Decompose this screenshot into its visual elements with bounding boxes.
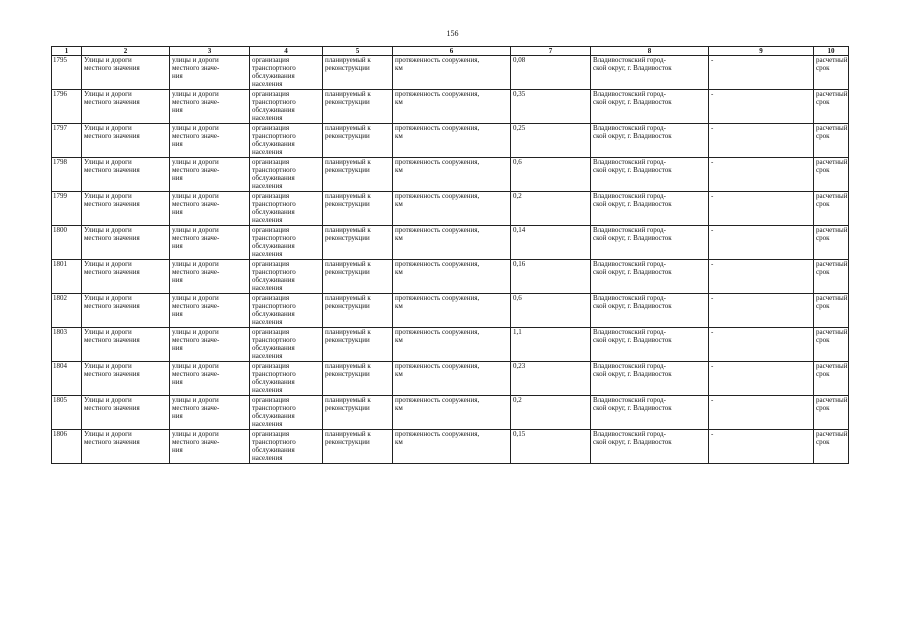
cell-purpose: организация транспортного обслуживания населения — [250, 362, 323, 396]
cell-row-number: 1806 — [52, 430, 82, 464]
column-header: 9 — [709, 47, 814, 56]
cell-status: планируемый к реконструкции — [323, 158, 393, 192]
cell-object-kind: улицы и дороги местного значе- ния — [170, 328, 250, 362]
cell-value: 0,14 — [511, 226, 591, 260]
cell-object-kind: улицы и дороги местного значе- ния — [170, 90, 250, 124]
cell-zone: - — [709, 90, 814, 124]
cell-purpose: организация транспортного обслуживания населения — [250, 430, 323, 464]
cell-location: Владивостокский город- ской округ, г. Владивосток — [591, 430, 709, 464]
cell-location: Владивостокский город- ской округ, г. Владивосток — [591, 226, 709, 260]
cell-location: Владивостокский город- ской округ, г. Владивосток — [591, 124, 709, 158]
cell-term: расчетный срок — [814, 294, 849, 328]
cell-zone: - — [709, 124, 814, 158]
cell-status: планируемый к реконструкции — [323, 430, 393, 464]
cell-object-type: Улицы и дороги местного значения — [82, 56, 170, 90]
cell-characteristic: протяженность сооружения, км — [393, 56, 511, 90]
cell-value: 0,16 — [511, 260, 591, 294]
table-row — [52, 260, 849, 294]
cell-characteristic: протяженность сооружения, км — [393, 90, 511, 124]
cell-status: планируемый к реконструкции — [323, 192, 393, 226]
cell-object-type: Улицы и дороги местного значения — [82, 396, 170, 430]
cell-object-kind: улицы и дороги местного значе- ния — [170, 124, 250, 158]
cell-object-type: Улицы и дороги местного значения — [82, 430, 170, 464]
cell-characteristic: протяженность сооружения, км — [393, 294, 511, 328]
cell-row-number: 1803 — [52, 328, 82, 362]
cell-value: 0,2 — [511, 192, 591, 226]
cell-zone: - — [709, 362, 814, 396]
cell-term: расчетный срок — [814, 226, 849, 260]
cell-object-kind: улицы и дороги местного значе- ния — [170, 362, 250, 396]
cell-object-type: Улицы и дороги местного значения — [82, 90, 170, 124]
table-body — [52, 56, 849, 464]
cell-location: Владивостокский город- ской округ, г. Владивосток — [591, 158, 709, 192]
column-header: 10 — [814, 47, 849, 56]
cell-purpose: организация транспортного обслуживания населения — [250, 158, 323, 192]
cell-row-number: 1796 — [52, 90, 82, 124]
cell-row-number: 1801 — [52, 260, 82, 294]
cell-location: Владивостокский город- ской округ, г. Владивосток — [591, 192, 709, 226]
cell-value: 0,2 — [511, 396, 591, 430]
cell-term: расчетный срок — [814, 430, 849, 464]
cell-location: Владивостокский город- ской округ, г. Владивосток — [591, 328, 709, 362]
table-row — [52, 294, 849, 328]
cell-status: планируемый к реконструкции — [323, 396, 393, 430]
cell-purpose: организация транспортного обслуживания населения — [250, 90, 323, 124]
cell-status: планируемый к реконструкции — [323, 124, 393, 158]
cell-row-number: 1805 — [52, 396, 82, 430]
cell-status: планируемый к реконструкции — [323, 294, 393, 328]
column-header: 2 — [82, 47, 170, 56]
table-row — [52, 124, 849, 158]
cell-location: Владивостокский город- ской округ, г. Владивосток — [591, 396, 709, 430]
cell-zone: - — [709, 56, 814, 90]
table-row — [52, 192, 849, 226]
cell-purpose: организация транспортного обслуживания населения — [250, 260, 323, 294]
cell-object-type: Улицы и дороги местного значения — [82, 192, 170, 226]
cell-characteristic: протяженность сооружения, км — [393, 226, 511, 260]
cell-status: планируемый к реконструкции — [323, 90, 393, 124]
cell-row-number: 1797 — [52, 124, 82, 158]
cell-zone: - — [709, 294, 814, 328]
cell-object-kind: улицы и дороги местного значе- ния — [170, 192, 250, 226]
cell-characteristic: протяженность сооружения, км — [393, 124, 511, 158]
page-number: 156 — [446, 29, 459, 38]
cell-characteristic: протяженность сооружения, км — [393, 192, 511, 226]
cell-status: планируемый к реконструкции — [323, 328, 393, 362]
cell-purpose: организация транспортного обслуживания населения — [250, 56, 323, 90]
cell-term: расчетный срок — [814, 260, 849, 294]
cell-row-number: 1804 — [52, 362, 82, 396]
column-header: 6 — [393, 47, 511, 56]
column-header: 1 — [52, 47, 82, 56]
table-row — [52, 56, 849, 90]
cell-term: расчетный срок — [814, 124, 849, 158]
cell-term: расчетный срок — [814, 328, 849, 362]
cell-location: Владивостокский город- ской округ, г. Владивосток — [591, 90, 709, 124]
cell-object-kind: улицы и дороги местного значе- ния — [170, 226, 250, 260]
cell-row-number: 1802 — [52, 294, 82, 328]
table-row — [52, 226, 849, 260]
cell-object-type: Улицы и дороги местного значения — [82, 226, 170, 260]
table-row — [52, 362, 849, 396]
cell-value: 0,15 — [511, 430, 591, 464]
cell-location: Владивостокский город- ской округ, г. Владивосток — [591, 294, 709, 328]
table-row — [52, 430, 849, 464]
cell-purpose: организация транспортного обслуживания населения — [250, 226, 323, 260]
cell-value: 0,6 — [511, 158, 591, 192]
cell-zone: - — [709, 328, 814, 362]
cell-term: расчетный срок — [814, 362, 849, 396]
cell-term: расчетный срок — [814, 56, 849, 90]
cell-zone: - — [709, 158, 814, 192]
cell-zone: - — [709, 260, 814, 294]
cell-term: расчетный срок — [814, 90, 849, 124]
cell-row-number: 1800 — [52, 226, 82, 260]
cell-row-number: 1799 — [52, 192, 82, 226]
cell-object-type: Улицы и дороги местного значения — [82, 294, 170, 328]
cell-zone: - — [709, 396, 814, 430]
column-header: 4 — [250, 47, 323, 56]
cell-value: 0,08 — [511, 56, 591, 90]
cell-status: планируемый к реконструкции — [323, 260, 393, 294]
cell-object-type: Улицы и дороги местного значения — [82, 124, 170, 158]
cell-object-kind: улицы и дороги местного значе- ния — [170, 56, 250, 90]
cell-object-kind: улицы и дороги местного значе- ния — [170, 260, 250, 294]
cell-characteristic: протяженность сооружения, км — [393, 396, 511, 430]
cell-purpose: организация транспортного обслуживания населения — [250, 294, 323, 328]
cell-purpose: организация транспортного обслуживания населения — [250, 124, 323, 158]
table-row — [52, 158, 849, 192]
cell-purpose: организация транспортного обслуживания населения — [250, 396, 323, 430]
cell-status: планируемый к реконструкции — [323, 56, 393, 90]
cell-row-number: 1798 — [52, 158, 82, 192]
cell-object-kind: улицы и дороги местного значе- ния — [170, 294, 250, 328]
cell-characteristic: протяженность сооружения, км — [393, 158, 511, 192]
column-header: 7 — [511, 47, 591, 56]
cell-value: 0,6 — [511, 294, 591, 328]
cell-value: 1,1 — [511, 328, 591, 362]
cell-zone: - — [709, 226, 814, 260]
cell-purpose: организация транспортного обслуживания населения — [250, 328, 323, 362]
cell-object-type: Улицы и дороги местного значения — [82, 328, 170, 362]
cell-status: планируемый к реконструкции — [323, 362, 393, 396]
cell-status: планируемый к реконструкции — [323, 226, 393, 260]
column-number-row — [52, 47, 849, 56]
cell-object-kind: улицы и дороги местного значе- ния — [170, 158, 250, 192]
cell-characteristic: протяженность сооружения, км — [393, 328, 511, 362]
column-header: 3 — [170, 47, 250, 56]
cell-zone: - — [709, 430, 814, 464]
cell-zone: - — [709, 192, 814, 226]
cell-term: расчетный срок — [814, 192, 849, 226]
cell-characteristic: протяженность сооружения, км — [393, 430, 511, 464]
table-row — [52, 396, 849, 430]
cell-object-type: Улицы и дороги местного значения — [82, 362, 170, 396]
column-header: 5 — [323, 47, 393, 56]
table-row — [52, 90, 849, 124]
cell-term: расчетный срок — [814, 396, 849, 430]
register-table — [51, 46, 849, 464]
cell-object-type: Улицы и дороги местного значения — [82, 158, 170, 192]
cell-value: 0,23 — [511, 362, 591, 396]
cell-characteristic: протяженность сооружения, км — [393, 362, 511, 396]
cell-purpose: организация транспортного обслуживания населения — [250, 192, 323, 226]
cell-characteristic: протяженность сооружения, км — [393, 260, 511, 294]
cell-value: 0,35 — [511, 90, 591, 124]
column-header: 8 — [591, 47, 709, 56]
cell-row-number: 1795 — [52, 56, 82, 90]
cell-location: Владивостокский город- ской округ, г. Владивосток — [591, 362, 709, 396]
cell-value: 0,25 — [511, 124, 591, 158]
cell-location: Владивостокский город- ской округ, г. Владивосток — [591, 56, 709, 90]
cell-location: Владивостокский город- ской округ, г. Владивосток — [591, 260, 709, 294]
cell-object-kind: улицы и дороги местного значе- ния — [170, 430, 250, 464]
table-row — [52, 328, 849, 362]
cell-object-type: Улицы и дороги местного значения — [82, 260, 170, 294]
cell-term: расчетный срок — [814, 158, 849, 192]
cell-object-kind: улицы и дороги местного значе- ния — [170, 396, 250, 430]
